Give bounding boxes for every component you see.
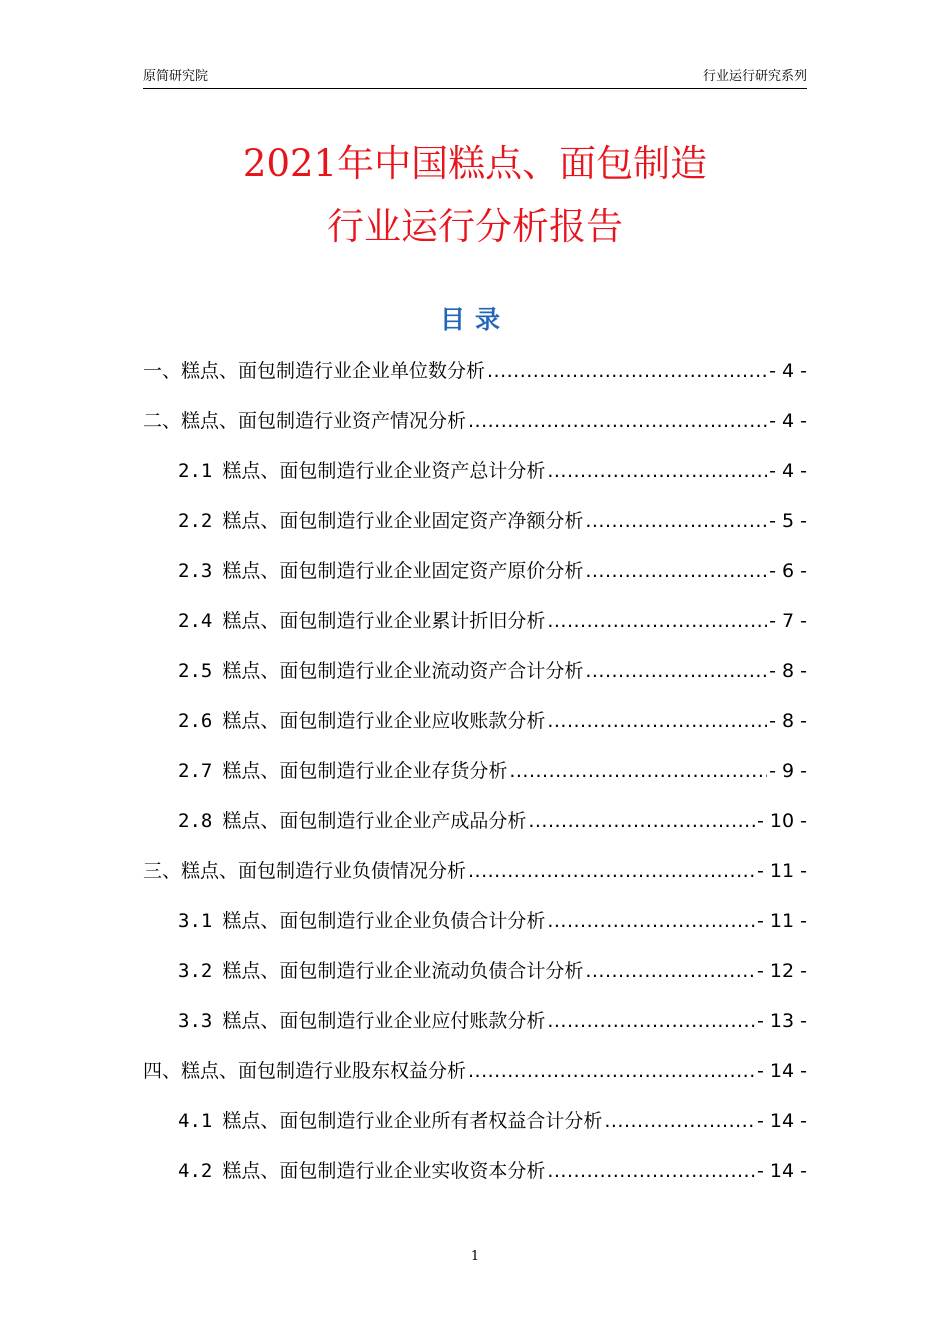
toc-entry-number: 2.5 <box>178 660 213 682</box>
toc-entry-label: 三、糕点、面包制造行业负债情况分析 <box>143 860 467 882</box>
toc-entry-page: - 9 - <box>769 760 807 782</box>
toc-entry[interactable] <box>178 1096 807 1146</box>
toc-leader-dots <box>487 346 767 396</box>
toc-leader-dots <box>585 546 767 596</box>
toc-entry-label: 糕点、面包制造行业企业产成品分析 <box>222 810 527 832</box>
toc-entry-label: 糕点、面包制造行业企业累计折旧分析 <box>222 610 546 632</box>
header-series: 行业运行研究系列 <box>702 69 807 84</box>
toc-entry-page: - 13 - <box>757 1010 807 1032</box>
toc-entry[interactable] <box>178 946 807 996</box>
toc-entry-label: 糕点、面包制造行业企业资产总计分析 <box>222 460 546 482</box>
toc-entry-page: - 11 - <box>757 910 807 932</box>
toc-entry-page: - 14 - <box>757 1110 807 1132</box>
toc-leader-dots <box>604 1096 755 1146</box>
toc-entry[interactable] <box>178 646 807 696</box>
toc-entry-label: 糕点、面包制造行业企业固定资产净额分析 <box>222 510 584 532</box>
toc-entry-number: 3.3 <box>178 1010 213 1032</box>
toc-entry-page: - 5 - <box>769 510 807 532</box>
toc-entry[interactable] <box>178 746 807 796</box>
toc-leader-dots <box>468 396 767 446</box>
toc-entry-page: - 8 - <box>769 710 807 732</box>
toc-leader-dots <box>547 446 767 496</box>
toc-entry[interactable] <box>178 696 807 746</box>
toc-entry-label: 糕点、面包制造行业企业流动资产合计分析 <box>222 660 584 682</box>
toc-entry-page: - 11 - <box>757 860 807 882</box>
toc-entry-label: 一、糕点、面包制造行业企业单位数分析 <box>143 360 486 382</box>
toc-leader-dots <box>585 646 767 696</box>
toc-entry[interactable] <box>178 1146 807 1196</box>
toc-entry-number: 2.6 <box>178 710 213 732</box>
toc-leader-dots <box>547 596 767 646</box>
toc-entry[interactable] <box>178 546 807 596</box>
toc-leader-dots <box>585 496 767 546</box>
toc-entry-page: - 14 - <box>757 1060 807 1082</box>
toc-entry-label: 糕点、面包制造行业企业应收账款分析 <box>222 710 546 732</box>
toc-entry-number: 2.7 <box>178 760 213 782</box>
toc-heading: 目录 <box>439 305 510 334</box>
toc-entry-number: 2.8 <box>178 810 213 832</box>
report-title-line-1: 2021年中国糕点、面包制造 <box>242 142 708 185</box>
toc-entry[interactable] <box>178 796 807 846</box>
toc-entry-label: 糕点、面包制造行业企业存货分析 <box>222 760 508 782</box>
toc-entry-label: 糕点、面包制造行业企业固定资产原价分析 <box>222 560 584 582</box>
toc-entry-page: - 10 - <box>757 810 807 832</box>
header-publisher: 原简研究院 <box>143 69 209 84</box>
toc-leader-dots <box>468 1046 755 1096</box>
toc-leader-dots <box>547 996 755 1046</box>
toc-entry[interactable] <box>178 596 807 646</box>
toc-leader-dots <box>547 896 755 946</box>
toc-entry-number: 2.4 <box>178 610 213 632</box>
toc-leader-dots <box>509 746 767 796</box>
toc-entry-number: 2.1 <box>178 460 213 482</box>
toc-entry-label: 糕点、面包制造行业企业实收资本分析 <box>222 1160 546 1182</box>
toc-entry-label: 四、糕点、面包制造行业股东权益分析 <box>143 1060 467 1082</box>
toc-leader-dots <box>468 846 755 896</box>
toc-entry-number: 4.2 <box>178 1160 213 1182</box>
toc-entry[interactable] <box>143 396 807 446</box>
toc-entry-label: 二、糕点、面包制造行业资产情况分析 <box>143 410 467 432</box>
toc-leader-dots <box>585 946 755 996</box>
toc-entry-page: - 12 - <box>757 960 807 982</box>
toc-entry-page: - 6 - <box>769 560 807 582</box>
toc-entry-page: - 4 - <box>769 410 807 432</box>
toc-entry-page: - 4 - <box>769 460 807 482</box>
toc-entry-label: 糕点、面包制造行业企业流动负债合计分析 <box>222 960 584 982</box>
toc-entry-number: 2.3 <box>178 560 213 582</box>
page-header <box>143 68 807 89</box>
toc-entry[interactable] <box>178 896 807 946</box>
toc-entry-number: 3.1 <box>178 910 213 932</box>
toc-entry-page: - 8 - <box>769 660 807 682</box>
toc-leader-dots <box>547 1146 755 1196</box>
page-number: 1 <box>470 1249 480 1264</box>
toc-entry[interactable] <box>178 446 807 496</box>
toc-entry-label: 糕点、面包制造行业企业负债合计分析 <box>222 910 546 932</box>
toc-entry-page: - 14 - <box>757 1160 807 1182</box>
toc-entry-label: 糕点、面包制造行业企业所有者权益合计分析 <box>222 1110 603 1132</box>
toc-entry[interactable] <box>143 1046 807 1096</box>
toc-entry[interactable] <box>143 346 807 396</box>
report-title-line-2: 行业运行分析报告 <box>327 205 623 248</box>
toc-entry-number: 4.1 <box>178 1110 213 1132</box>
toc-entry-number: 3.2 <box>178 960 213 982</box>
toc-entry[interactable] <box>143 846 807 896</box>
toc-entry[interactable] <box>178 996 807 1046</box>
toc-entry-number: 2.2 <box>178 510 213 532</box>
toc-entry-page: - 4 - <box>769 360 807 382</box>
toc-entry[interactable] <box>178 496 807 546</box>
toc-entry-page: - 7 - <box>769 610 807 632</box>
toc-leader-dots <box>528 796 755 846</box>
toc-entry-label: 糕点、面包制造行业企业应付账款分析 <box>222 1010 546 1032</box>
toc-leader-dots <box>547 696 767 746</box>
